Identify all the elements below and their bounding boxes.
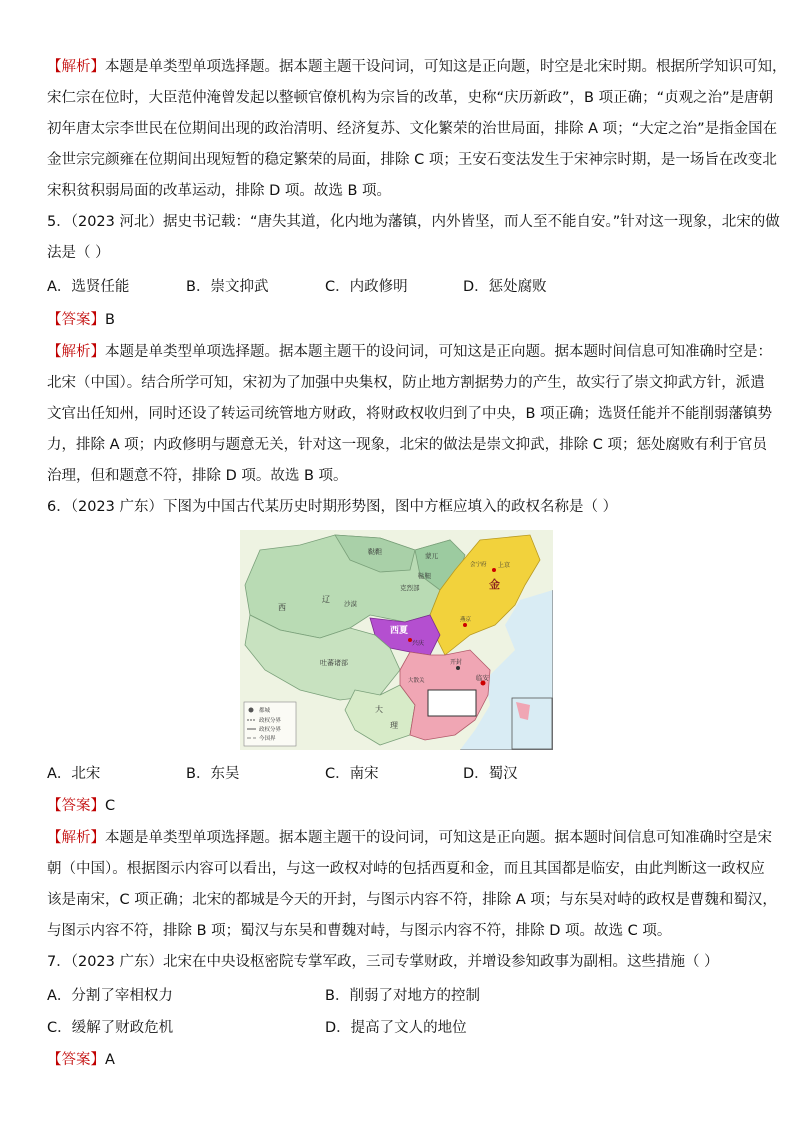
q5-option-c: C．内政修明 bbox=[325, 279, 408, 295]
analysis-tag: 【解析】 bbox=[47, 344, 105, 360]
q5-analysis-line-2: 北宋（中国）。结合所学可知，宋初为了加强中央集权，防止地方割据势力的产生，故实行了崇文抑武方针，派遣 bbox=[47, 375, 765, 391]
label-shangjing: 上京 bbox=[498, 562, 511, 569]
label-yanjing: 燕京 bbox=[460, 617, 472, 623]
q5-analysis-line-5: 治理，但和题意不符，排除 D 项。故选 B 项。 bbox=[47, 468, 348, 484]
answer-value: C bbox=[105, 798, 116, 814]
capital-shangjing bbox=[492, 568, 496, 572]
label-xingqing: 兴庆 bbox=[412, 640, 425, 647]
label-xixia: 西夏 bbox=[390, 626, 409, 636]
q5-option-b: B．崇文抑武 bbox=[186, 279, 269, 295]
q7-stem: 7．（2023 广东）北宋在中央设枢密院专掌军政，三司专掌财政，并增设参知政事为副相。这些措施（ ） bbox=[47, 954, 719, 970]
q5-option-d: D．惩处腐败 bbox=[463, 279, 547, 295]
q4-analysis-line-2: 宋仁宗在位时，大臣范仲淹曾发起以整顿官僚机构为宗旨的改革，史称“庆历新政”，B 项正确；“贞观之治”是唐朝 bbox=[47, 90, 774, 106]
q5-stem-line-2: 法是（ ） bbox=[47, 245, 110, 261]
label-huining: 会宁府 bbox=[470, 562, 487, 568]
label-mengwu: 蒙兀 bbox=[425, 552, 438, 560]
q4-analysis-line-4: 金世宗完颜雍在位期间出现短暂的稳定繁荣的局面，排除 C 项；王安石变法发生于宋神宗时期，是一场旨在改变北 bbox=[47, 152, 777, 168]
label-linan: 临安 bbox=[476, 674, 489, 682]
answer-value: B bbox=[105, 312, 115, 328]
label-dali-1: 大 bbox=[375, 705, 383, 714]
legend-item: 今国界 bbox=[259, 736, 276, 742]
answer-tag: 【答案】 bbox=[47, 312, 105, 328]
q6-analysis-line-3: 该是南宋，C 项正确；北宋的都城是今天的开封，与图示内容不符，排除 A 项；与东吴对峙的政权是曹魏和蜀汉， bbox=[47, 892, 777, 908]
q4-analysis-line-1: 【解析】本题是单类型单项选择题。据本题主题干设问词，可知这是正向题，时空是北宋时期。根据所学知识可知， bbox=[47, 59, 787, 75]
label-shamo: 沙漠 bbox=[344, 600, 357, 608]
answer-box bbox=[428, 690, 476, 716]
label-kelie: 克烈部 bbox=[400, 584, 420, 592]
q7-answer bbox=[47, 1050, 115, 1070]
label-xi: 西 bbox=[278, 603, 286, 612]
q6-option-d: D．蜀汉 bbox=[463, 766, 518, 782]
q5-analysis-line-4: 力，排除 A 项；内政修明与题意无关，针对这一现象，北宋的做法是崇文抑武，排除 C 项；惩处腐败有利于官员 bbox=[47, 437, 767, 453]
q7-option-a: A．分割了宰相权力 bbox=[47, 988, 173, 1004]
label-dali-2: 理 bbox=[390, 721, 398, 730]
legend-capital-icon bbox=[249, 708, 254, 713]
label-liao: 辽 bbox=[322, 595, 330, 604]
label-dasan: 大散关 bbox=[408, 678, 425, 684]
q7-option-d: D．提高了文人的地位 bbox=[325, 1020, 467, 1036]
label-tatar: 鞑靼 bbox=[368, 548, 382, 556]
analysis-tag: 【解析】 bbox=[47, 830, 105, 846]
analysis-tag: 【解析】 bbox=[47, 59, 105, 75]
q5-analysis-line-1: 【解析】本题是单类型单项选择题。据本题主题干的设问词，可知这是正向题。据本题时间信息可知准确时空是： bbox=[47, 344, 772, 360]
label-jin: 金 bbox=[489, 578, 500, 591]
label-tatar-2: 鞑靼 bbox=[418, 572, 431, 580]
q4-analysis-line-5: 宋积贫积弱局面的改革运动，排除 D 项。故选 B 项。 bbox=[47, 183, 392, 199]
q6-analysis-line-2: 朝（中国）。根据图示内容可以看出，与这一政权对峙的包括西夏和金，而且其国都是临安，由此判断这一政权应 bbox=[47, 861, 765, 877]
historical-map bbox=[240, 530, 553, 750]
q5-answer bbox=[47, 310, 115, 330]
q4-analysis-line-3: 初年唐太宗李世民在位期间出现的政治清明、经济复苏、文化繁荣的治世局面，排除 A 项；“大定之治”是指金国在 bbox=[47, 121, 778, 137]
q5-option-a: A．选贤任能 bbox=[47, 279, 130, 295]
q6-analysis-line-1: 【解析】本题是单类型单项选择题。据本题主题干的设问词，可知这是正向题。据本题时间信息可知准确时空是宋 bbox=[47, 830, 772, 846]
q5-stem-line-1: 5．（2023 河北）据史书记载：“唐失其道，化内地为藩镇，内外皆坚，而人至不能自安。”针对这一现象，北宋的做 bbox=[47, 214, 780, 230]
q7-option-b: B．削弱了对地方的控制 bbox=[325, 988, 480, 1004]
legend-item: 政权分界 bbox=[259, 727, 282, 733]
q6-option-b: B．东吴 bbox=[186, 766, 240, 782]
answer-tag: 【答案】 bbox=[47, 1052, 105, 1068]
answer-value: A bbox=[105, 1052, 115, 1068]
q6-stem: 6．（2023 广东）下图为中国古代某历史时期形势图，图中方框应填入的政权名称是（ ） bbox=[47, 499, 618, 515]
legend-item: 政权分界 bbox=[259, 718, 282, 724]
q5-analysis-line-3: 文官出任知州，同时还设了转运司统管地方财政，将财政权收归到了中央，B 项正确；选贤任能并不能削弱藩镇势 bbox=[47, 406, 773, 422]
q6-option-c: C．南宋 bbox=[325, 766, 379, 782]
legend-item: 都城 bbox=[259, 708, 271, 714]
capital-yanjing bbox=[463, 623, 467, 627]
answer-tag: 【答案】 bbox=[47, 798, 105, 814]
city-kaifeng bbox=[456, 666, 460, 670]
q7-option-c: C．缓解了财政危机 bbox=[47, 1020, 174, 1036]
q6-analysis-line-4: 与图示内容不符，排除 B 项；蜀汉与东吴和曹魏对峙，与图示内容不符，排除 D 项。故选 C 项。 bbox=[47, 923, 672, 939]
label-tubo: 吐蕃诸部 bbox=[320, 659, 348, 667]
q6-answer bbox=[47, 796, 115, 816]
q6-option-a: A．北宋 bbox=[47, 766, 101, 782]
label-kaifeng: 开封 bbox=[450, 659, 463, 666]
